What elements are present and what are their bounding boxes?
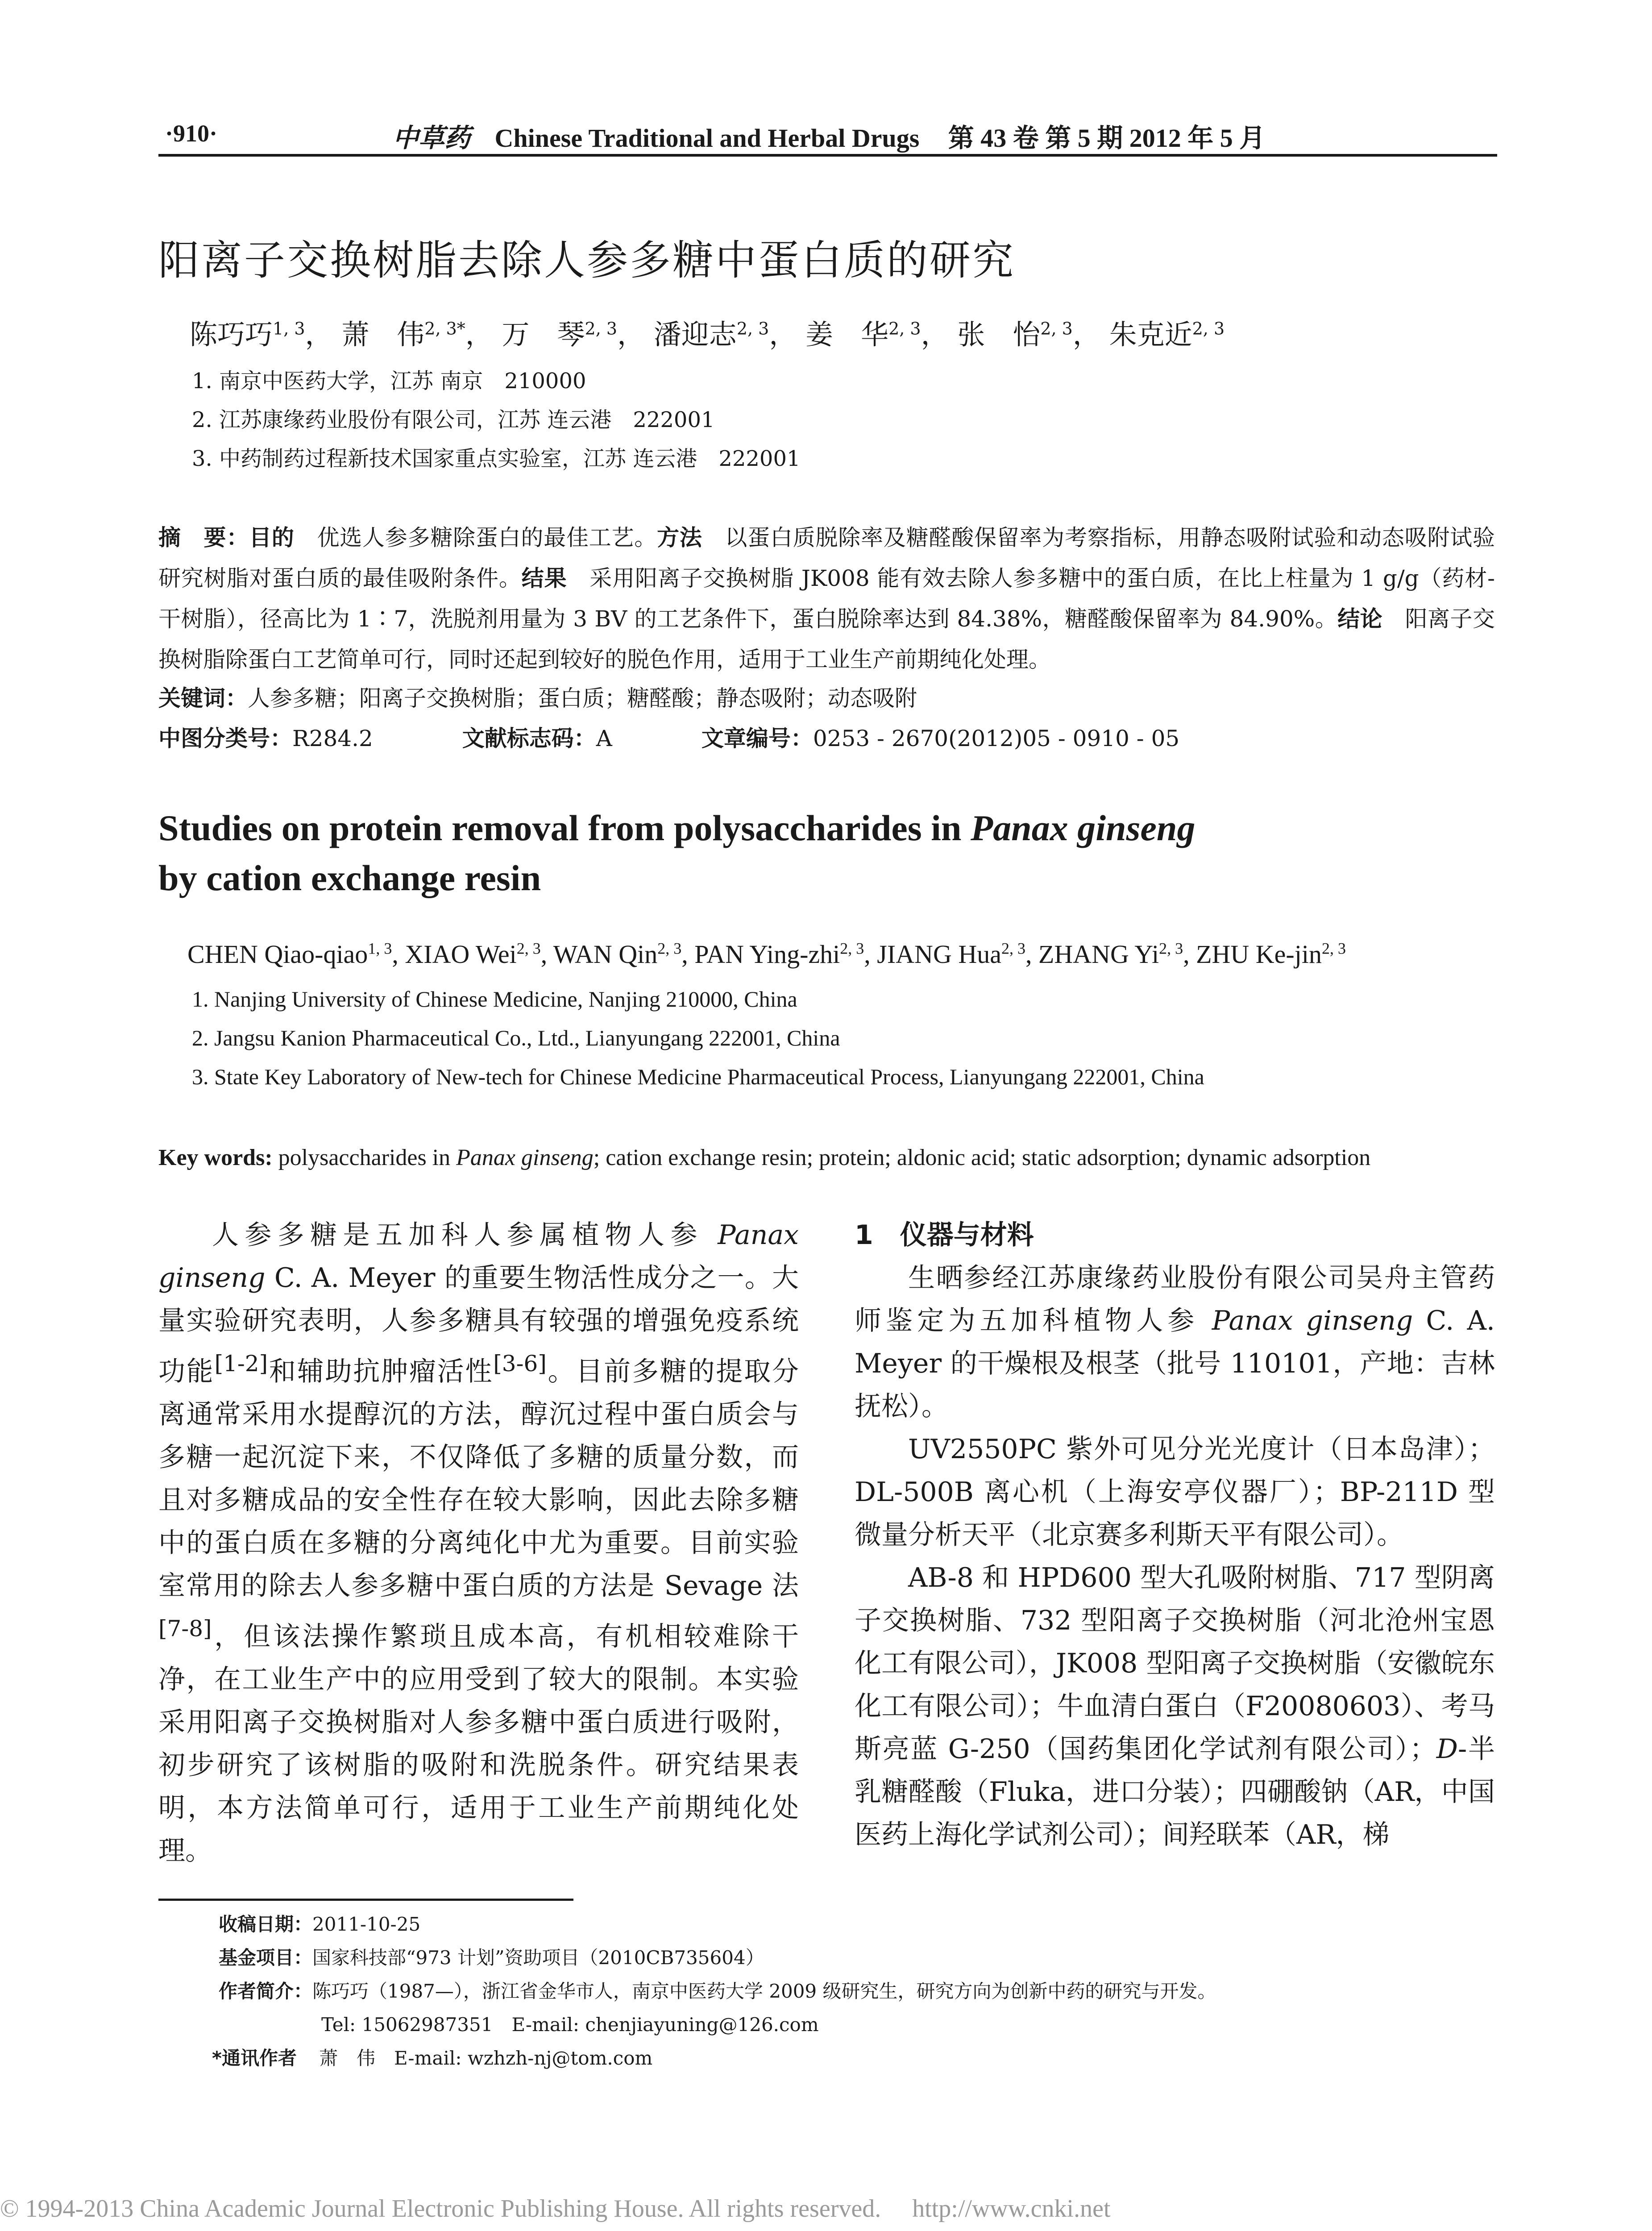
keywords-species-italic: Panax ginseng bbox=[456, 1145, 594, 1170]
affiliation-cn-1: 1. 南京中医药大学，江苏 南京 210000 bbox=[192, 369, 586, 394]
conclusion-label: 结论 bbox=[1337, 606, 1383, 632]
author-cn: 陈巧巧$^{1, 3}$， bbox=[190, 318, 333, 351]
body-column-left bbox=[158, 1214, 799, 1872]
journal-name-en: Chinese Traditional and Herbal Drugs bbox=[494, 124, 920, 153]
result-label: 结果 bbox=[521, 565, 567, 591]
footnote-author-contact: Tel: 15062987351 E-mail: chenjiayuning@126.com bbox=[321, 2014, 819, 2036]
citation: [3-6] bbox=[493, 1351, 547, 1377]
classification-line bbox=[158, 721, 1179, 753]
affiliation-en-3: 3. State Key Laboratory of New-tech for Chinese Medicine Pharmaceutical Process, Lianyungang 222001, China bbox=[192, 1064, 1204, 1089]
clc-label: 中图分类号： bbox=[158, 726, 292, 751]
paper-title-cn: 阳离子交换树脂去除人参多糖中蛋白质的研究 bbox=[158, 236, 1016, 284]
result-text: 采用阳离子交换树脂 JK008 能有效去除人参多糖中的蛋白质，在比上柱量为 1 g/g（药材-干树脂），径高比为 1∶7，洗脱剂用量为 3 BV 的工艺条件下，蛋白脱除率达到 84.38%，糖醛酸保留率为 84.90%。 bbox=[158, 565, 1495, 632]
footnote-fund: 基金项目：国家科技部“973 计划”资助项目（2010CB735604） bbox=[219, 1947, 764, 1969]
author-cn: 万 琴$^{2, 3}$， bbox=[502, 318, 645, 351]
author-cn: 萧 伟$^{2, 3*}$， bbox=[341, 318, 493, 351]
affiliation-cn-2: 2. 江苏康缘药业股份有限公司，江苏 连云港 222001 bbox=[192, 407, 715, 432]
authors-cn bbox=[190, 312, 1224, 352]
materials-paragraph-3: AB-8 和 HPD600 型大孔吸附树脂、717 型阴离子交换树脂、732 型阳离子交换树脂（河北沧州宝恩化工有限公司），JK008 型阳离子交换树脂（安徽皖东化工有限公司）；牛血清白蛋白（F20080603）、考马斯亮蓝 G-250（国药集团化学试剂有限公司）；D-半乳糖醛酸（Fluka，进口分装）；四硼酸钠（AR，中国医药上海化学试剂公司）；间羟联苯（AR，梯 bbox=[855, 1562, 1495, 1850]
materials-paragraph-1: 生晒参经江苏康缘药业股份有限公司吴舟主管药师鉴定为五加科植物人参 Panax ginseng C. A. Meyer 的干燥根及根茎（批号 110101，产地：吉林抚松）。 bbox=[855, 1262, 1495, 1422]
abstract-label: 摘 要： bbox=[158, 525, 249, 551]
author-en: ZHU Ke-jin$^{2, 3}$ bbox=[1196, 940, 1346, 969]
author-cn: 姜 华$^{2, 3}$， bbox=[805, 318, 949, 351]
section-heading: 1 仪器与材料 bbox=[855, 1219, 1034, 1251]
journal-name-cn: 中草药 bbox=[393, 123, 471, 153]
author-en: JIANG Hua$^{2, 3}$, bbox=[877, 940, 1038, 969]
journal-header bbox=[393, 117, 1265, 154]
abstract-cn bbox=[158, 518, 1495, 680]
paper-title-en: Studies on protein removal from polysaccharides in Panax ginseng by cation exchange resin bbox=[158, 808, 1195, 898]
journal-issue: 第 43 卷 第 5 期 2012 年 5 月 bbox=[948, 124, 1266, 153]
footnote-received: 收稿日期：2011-10-25 bbox=[219, 1913, 421, 1935]
citation: [1-2] bbox=[214, 1351, 268, 1377]
copyright-notice: © 1994-2013 China Academic Journal Electronic Publishing House. All rights reserved. http://www.cnki.net bbox=[0, 2195, 1111, 2223]
article-number-label: 文章编号： bbox=[701, 726, 813, 751]
conclusion-text: 阳离子交换树脂除蛋白工艺简单可行，同时还起到较好的脱色作用，适用于工业生产前期纯化处理。 bbox=[158, 606, 1495, 672]
footnote-corresponding: *通讯作者 萧 伟 E-mail: wzhzh-nj@tom.com bbox=[212, 2047, 653, 2069]
materials-paragraph-2: UV2550PC 紫外可见分光光度计（日本岛津）；DL-500B 离心机（上海安亭仪器厂）；BP-211D 型微量分析天平（北京赛多利斯天平有限公司）。 bbox=[855, 1434, 1495, 1551]
author-cn: 朱克近$^{2, 3}$ bbox=[1109, 318, 1225, 351]
clc-value: R284.2 bbox=[292, 726, 373, 751]
authors-en bbox=[187, 939, 1346, 969]
doc-code-label: 文献标志码： bbox=[462, 726, 596, 751]
title-species-italic: Panax ginseng bbox=[971, 808, 1195, 848]
author-en: PAN Ying-zhi$^{2, 3}$, bbox=[694, 940, 877, 969]
author-en: ZHANG Yi$^{2, 3}$, bbox=[1038, 940, 1196, 969]
author-en: CHEN Qiao-qiao$^{1, 3}$, bbox=[187, 940, 405, 969]
article-number-value: 0253 - 2670(2012)05 - 0910 - 05 bbox=[813, 726, 1180, 751]
citation: [7-8] bbox=[158, 1616, 212, 1642]
author-cn: 潘迎志$^{2, 3}$， bbox=[653, 318, 797, 351]
author-cn: 张 怡$^{2, 3}$， bbox=[957, 318, 1100, 351]
keywords-cn bbox=[158, 680, 917, 713]
page-number: ·910· bbox=[165, 120, 218, 147]
keywords-cn-text: 人参多糖；阳离子交换树脂；蛋白质；糖醛酸；静态吸附；动态吸附 bbox=[248, 685, 917, 711]
method-text: 以蛋白质脱除率及糖醛酸保留率为考察指标，用静态吸附试验和动态吸附试验研究树脂对蛋白质的最佳吸附条件。 bbox=[158, 525, 1495, 591]
objective-label: 目的 bbox=[249, 525, 295, 551]
method-label: 方法 bbox=[657, 525, 702, 551]
author-en: XIAO Wei$^{2, 3}$, bbox=[405, 940, 553, 969]
affiliation-cn-3: 3. 中药制药过程新技术国家重点实验室，江苏 连云港 222001 bbox=[192, 446, 801, 471]
body-column-right bbox=[855, 1214, 1495, 1856]
footnote-author: 作者简介：陈巧巧（1987—），浙江省金华市人，南京中医药大学 2009 级研究生，研究方向为创新中药的研究与开发。 bbox=[219, 1980, 1216, 2002]
keywords-en: Key words: polysaccharides in Panax ginseng; cation exchange resin; protein; aldonic acid; static adsorption; dynamic adsorption bbox=[158, 1145, 1371, 1170]
author-en: WAN Qin$^{2, 3}$, bbox=[553, 940, 695, 969]
keywords-en-label: Key words: bbox=[158, 1145, 273, 1170]
affiliation-en-1: 1. Nanjing University of Chinese Medicine, Nanjing 210000, China bbox=[192, 987, 797, 1012]
header-rule bbox=[158, 154, 1497, 157]
doc-code-value: A bbox=[596, 726, 612, 751]
intro-paragraph: 人参多糖是五加科人参属植物人参 Panax ginseng C. A. Meyer 的重要生物活性成分之一。大量实验研究表明，人参多糖具有较强的增强免疫系统功能[1-2]和辅助抗肿瘤活性[3-6]。目前多糖的提取分离通常采用水提醇沉的方法，醇沉过程中蛋白质会与多糖一起沉淀下来，不仅降低了多糖的质量分数，而且对多糖成品的安全性存在较大影响，因此去除多糖中的蛋白质在多糖的分离纯化中尤为重要。目前实验室常用的除去人参多糖中蛋白质的方法是 Sevage 法[7-8]，但该法操作繁琐且成本高，有机相较难除干净，在工业生产中的应用受到了较大的限制。本实验采用阳离子交换树脂对人参多糖中蛋白质进行吸附，初步研究了该树脂的吸附和洗脱条件。研究结果表明，本方法简单可行，适用于工业生产前期纯化处理。 bbox=[158, 1219, 799, 1866]
keywords-cn-label: 关键词： bbox=[158, 685, 248, 711]
objective-text: 优选人参多糖除蛋白的最佳工艺。 bbox=[294, 525, 657, 551]
footnote-rule bbox=[158, 1899, 573, 1901]
affiliation-en-2: 2. Jangsu Kanion Pharmaceutical Co., Ltd., Lianyungang 222001, China bbox=[192, 1025, 840, 1050]
